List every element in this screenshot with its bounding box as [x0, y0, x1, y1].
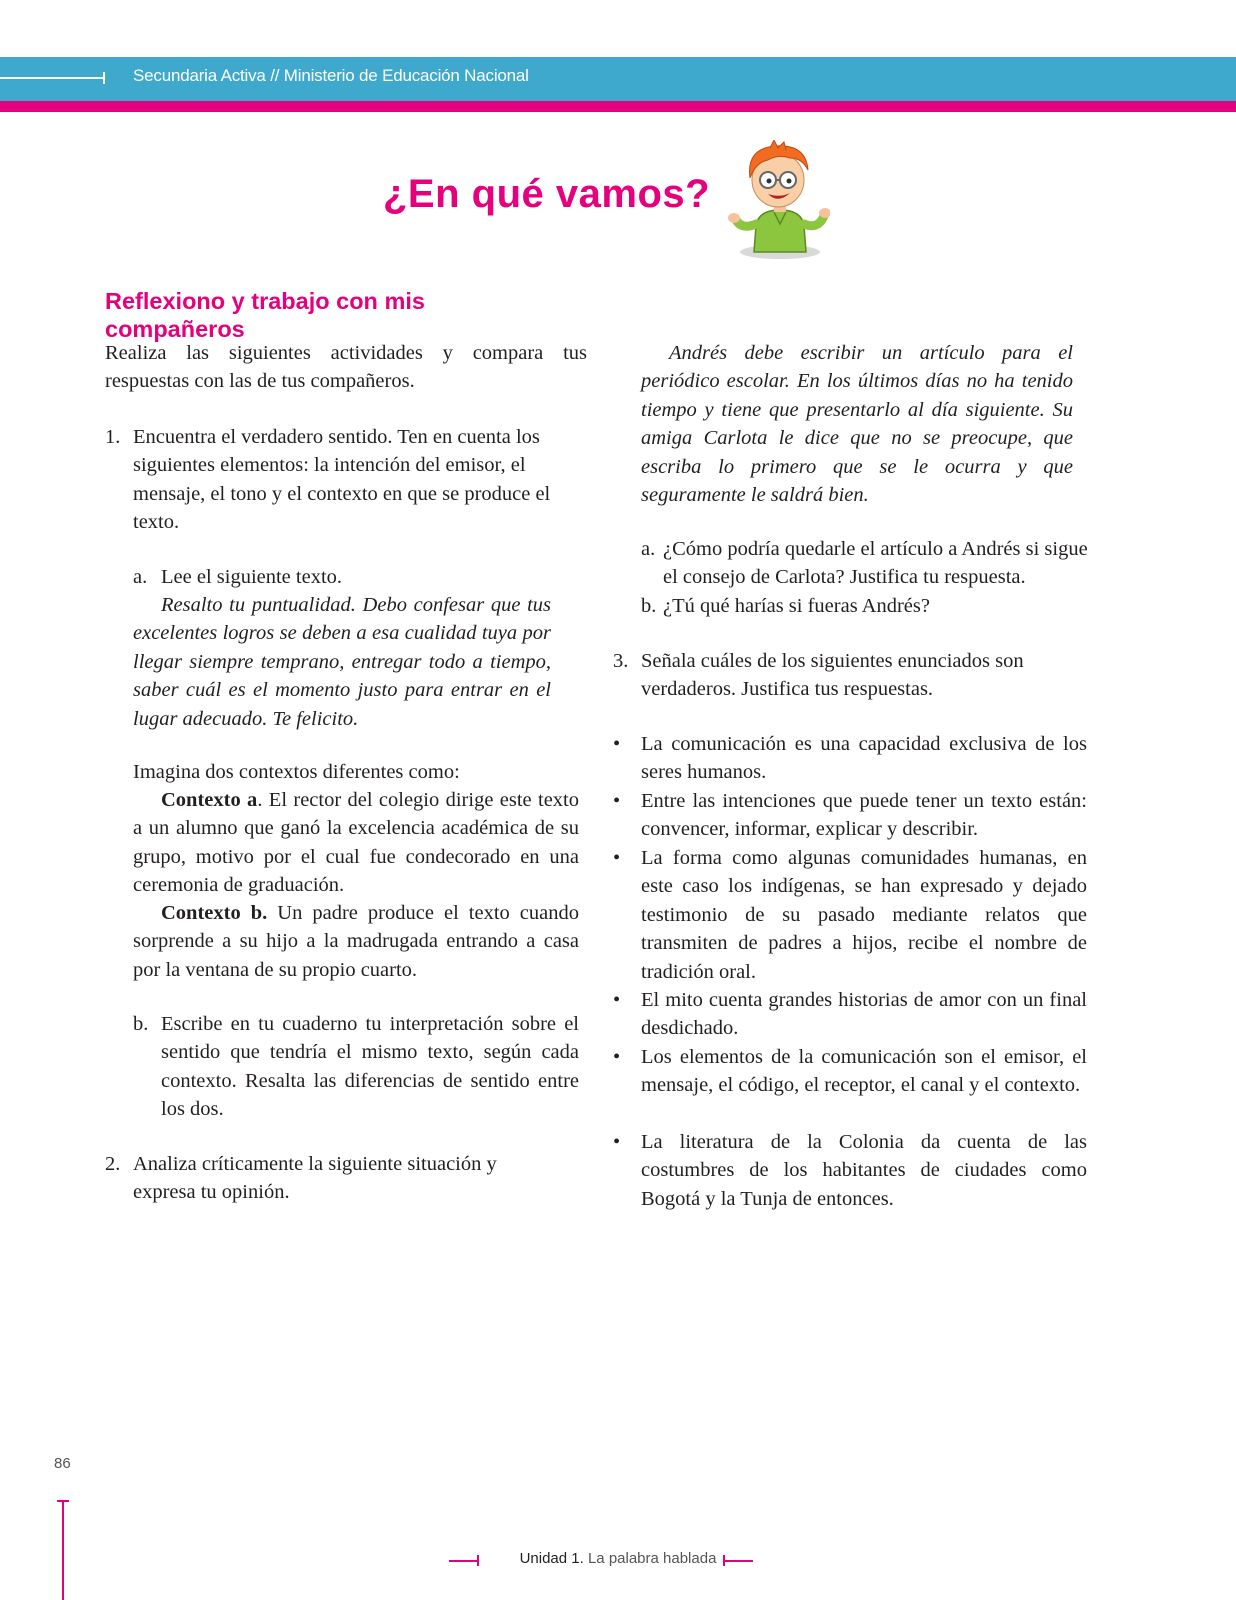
quoted-text: Resalto tu puntualidad. Debo confesar que tus excelentes logros se deben a esa cualidad tuya por llegar siempre temprano, entregar todo a tiempo, saber cuál es el momento justo para entrar en el lugar adecuado. Te felicito.	[133, 594, 551, 730]
unit-label: Unidad 1.	[519, 1550, 584, 1567]
story-text: Andrés debe escribir un artículo para el periódico escolar. En los últimos días no ha tenido tiempo y tiene que presentarlo al día siguiente. Su amiga Carlota le dice que no se preocupe, que escriba lo primero que se le ocurra y que seguramente le saldrá bien.	[641, 342, 1073, 507]
bullet-icon: •	[613, 790, 621, 812]
sub-item-text: Escribe en tu cuaderno tu interpretación sobre el sentido que tendría el mismo texto, según cada contexto. Resalta las diferencias de sentido entre los dos.	[161, 1013, 579, 1121]
item-text: Encuentra el verdadero sentido. Ten en cuenta los siguientes elementos: la intención del emisor, el mensaje, el tono y el contexto en que se produce el texto.	[133, 426, 551, 534]
item-number: 3.	[613, 650, 629, 672]
bullet-icon: •	[613, 989, 621, 1011]
bullet-item	[613, 1128, 1095, 1213]
series-title: Secundaria Activa // Ministerio de Educación Nacional	[133, 66, 529, 85]
item-number: 2.	[105, 1153, 121, 1175]
context-b	[133, 899, 579, 984]
sub-item-text: ¿Tú qué harías si fueras Andrés?	[663, 595, 930, 617]
bullet-icon: •	[613, 1131, 621, 1153]
bullet-text: La comunicación es una capacidad exclusiva de los seres humanos.	[641, 733, 1087, 784]
header-rule	[0, 77, 104, 79]
context-a-text: . El rector del colegio dirige este texto a un alumno que ganó la excelencia académica de su grupo, motivo por el cual fue condecorado en una ceremonia de graduación.	[133, 789, 579, 897]
context-a	[133, 786, 579, 900]
sub-item-label: b.	[641, 595, 657, 617]
item-number: 1.	[105, 426, 121, 448]
section-heading: Reflexiono y trabajo con mis compañeros	[105, 288, 425, 342]
bullet-item	[613, 1043, 1095, 1128]
sub-item-label: a.	[641, 538, 656, 560]
bullet-item	[613, 787, 1095, 844]
mascot-illustration	[728, 140, 830, 262]
item-text: Señala cuáles de los siguientes enunciados son verdaderos. Justifica tus respuestas.	[641, 650, 1024, 701]
bullet-text: Los elementos de la comunicación son el emisor, el mensaje, el código, el receptor, el canal y el contexto.	[641, 1046, 1087, 1097]
imagine-instruction: Imagina dos contextos diferentes como:	[133, 761, 460, 783]
context-a-label: Contexto a	[161, 789, 258, 811]
bullet-icon: •	[613, 1046, 621, 1068]
header-stripe	[0, 101, 1236, 112]
bullet-list	[613, 730, 1095, 1213]
footer-rule-right	[723, 1560, 753, 1562]
header-rule-tick	[103, 72, 105, 84]
context-b-label: Contexto b.	[161, 902, 268, 924]
bullet-icon: •	[613, 847, 621, 869]
footer-unit	[0, 1550, 1236, 1567]
unit-title: La palabra hablada	[587, 1550, 717, 1567]
footer-rule-right-tick	[723, 1555, 725, 1566]
bullet-text: La literatura de la Colonia da cuenta de las costumbres de los habitantes de ciudades como Bogotá y la Tunja de entonces.	[641, 1131, 1087, 1210]
sub-item-label: b.	[133, 1013, 149, 1035]
sub-item-text: ¿Cómo podría quedarle el artículo a Andrés si sigue el consejo de Carlota? Justifica tu respuesta.	[663, 538, 1088, 589]
section-intro: Realiza las siguientes actividades y compara tus respuestas con las de tus compañeros.	[105, 342, 587, 393]
bullet-text: Entre las intenciones que puede tener un texto están: convencer, informar, explicar y describir.	[641, 790, 1087, 841]
bullet-item	[613, 844, 1095, 986]
bullet-text: La forma como algunas comunidades humanas, en este caso los indígenas, se han expresado y dejado testimonio de su pasado mediante relatos que transmiten de padres a hijos, recibe el nombre de tradición oral.	[641, 847, 1087, 983]
bullet-item	[613, 730, 1095, 787]
context-b-text: Un padre produce el texto cuando sorprende a su hijo a la madrugada entrando a casa por la ventana de su propio cuarto.	[133, 902, 579, 981]
bullet-icon: •	[613, 733, 621, 755]
item-text: Analiza críticamente la siguiente situación y expresa tu opinión.	[133, 1153, 497, 1204]
page-number: 86	[54, 1455, 71, 1472]
bullet-text: El mito cuenta grandes historias de amor con un final desdichado.	[641, 989, 1087, 1040]
sub-item-text: Lee el siguiente texto.	[161, 566, 343, 588]
margin-rule-tick	[57, 1500, 69, 1502]
bullet-item	[613, 986, 1095, 1043]
page-title: ¿En qué vamos?	[383, 172, 711, 216]
sub-item-label: a.	[133, 566, 148, 588]
